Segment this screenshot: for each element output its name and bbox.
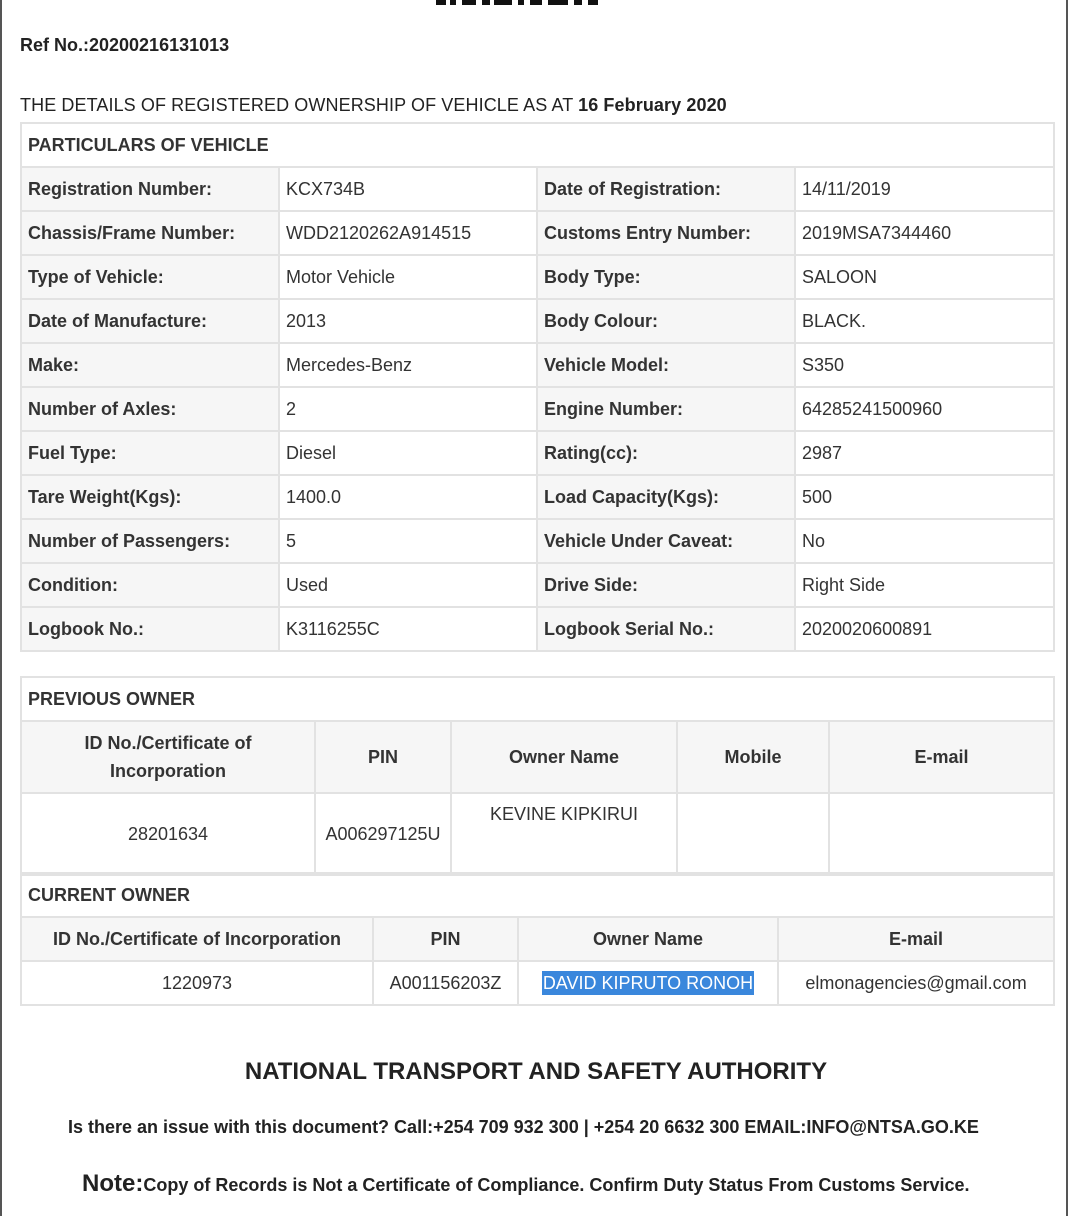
table-row [21, 299, 1054, 343]
field-label: Tare Weight(Kgs): [21, 475, 279, 519]
previous-owner-table [20, 676, 1055, 876]
field-label: Load Capacity(Kgs): [537, 475, 795, 519]
field-value: 5 [279, 519, 537, 563]
section-title-current-owner: CURRENT OWNER [21, 873, 1054, 917]
field-label: Engine Number: [537, 387, 795, 431]
field-label: Condition: [21, 563, 279, 607]
field-value: Diesel [279, 431, 537, 475]
field-label: Vehicle Under Caveat: [537, 519, 795, 563]
field-label: Body Colour: [537, 299, 795, 343]
reference-number: Ref No.:20200216131013 [20, 35, 230, 55]
table-row [21, 563, 1054, 607]
field-label: Logbook No.: [21, 607, 279, 651]
field-label: Registration Number: [21, 167, 279, 211]
table-row [21, 519, 1054, 563]
previous-owner-name: KEVINE KIPKIRUI [451, 793, 677, 875]
col-header-pin: PIN [373, 917, 518, 961]
note-text: Copy of Records is Not a Certificate of Compliance. Confirm Duty Status From Customs Service. [143, 1175, 970, 1195]
field-label: Number of Passengers: [21, 519, 279, 563]
table-row [21, 431, 1054, 475]
field-value: Right Side [795, 563, 1054, 607]
authority-title: NATIONAL TRANSPORT AND SAFETY AUTHORITY [244, 1058, 828, 1085]
table-row [21, 475, 1054, 519]
table-row [21, 387, 1054, 431]
field-value: 14/11/2019 [795, 167, 1054, 211]
field-value: 2 [279, 387, 537, 431]
table-row [21, 607, 1054, 651]
col-header-email: E-mail [829, 721, 1054, 793]
disclaimer-note [82, 1170, 969, 1198]
field-label: Number of Axles: [21, 387, 279, 431]
heading-date: 16 February 2020 [578, 95, 727, 115]
table-row [21, 343, 1054, 387]
field-label: Vehicle Model: [537, 343, 795, 387]
field-value: S350 [795, 343, 1054, 387]
col-header-pin: PIN [315, 721, 451, 793]
section-title-previous-owner: PREVIOUS OWNER [21, 677, 1054, 721]
field-value: 64285241500960 [795, 387, 1054, 431]
col-header-id: ID No./Certificate of Incorporation [21, 917, 373, 961]
table-row [21, 793, 1054, 875]
table-header-row [21, 917, 1054, 961]
note-label: Note: [82, 1170, 144, 1197]
field-label: Drive Side: [537, 563, 795, 607]
current-owner-table [20, 872, 1055, 1006]
col-header-owner-name: Owner Name [518, 917, 778, 961]
table-row [21, 211, 1054, 255]
field-label: Fuel Type: [21, 431, 279, 475]
section-header-row [21, 123, 1054, 167]
document-heading [20, 95, 727, 116]
field-value: 2020020600891 [795, 607, 1054, 651]
current-owner-email: elmonagencies@gmail.com [778, 961, 1054, 1005]
col-header-id: ID No./Certificate of Incorporation [21, 721, 315, 793]
table-row [21, 167, 1054, 211]
section-header-row [21, 677, 1054, 721]
previous-owner-email [829, 793, 1054, 875]
field-value: Mercedes-Benz [279, 343, 537, 387]
field-label: Logbook Serial No.: [537, 607, 795, 651]
qr-code-fragment [436, 0, 602, 7]
field-value: Motor Vehicle [279, 255, 537, 299]
previous-owner-mobile [677, 793, 829, 875]
field-value: 2987 [795, 431, 1054, 475]
current-owner-pin: A001156203Z [373, 961, 518, 1005]
table-row [21, 961, 1054, 1005]
field-value: 2019MSA7344460 [795, 211, 1054, 255]
col-header-mobile: Mobile [677, 721, 829, 793]
previous-owner-id: 28201634 [21, 793, 315, 875]
field-label: Body Type: [537, 255, 795, 299]
field-value: No [795, 519, 1054, 563]
col-header-owner-name: Owner Name [451, 721, 677, 793]
field-label: Chassis/Frame Number: [21, 211, 279, 255]
field-value: SALOON [795, 255, 1054, 299]
field-value: 500 [795, 475, 1054, 519]
current-owner-id: 1220973 [21, 961, 373, 1005]
table-header-row [21, 721, 1054, 793]
previous-owner-pin: A006297125U [315, 793, 451, 875]
field-value: KCX734B [279, 167, 537, 211]
field-label: Type of Vehicle: [21, 255, 279, 299]
col-header-email: E-mail [778, 917, 1054, 961]
field-value: 1400.0 [279, 475, 537, 519]
field-label: Make: [21, 343, 279, 387]
section-header-row [21, 873, 1054, 917]
issue-contact-line: Is there an issue with this document? Call:+254 709 932 300 | +254 20 6632 300 EMAIL:INFO@NTSA.GO.KE [68, 1117, 979, 1137]
section-title-vehicle: PARTICULARS OF VEHICLE [21, 123, 1054, 167]
table-row [21, 255, 1054, 299]
current-owner-name-cell[interactable] [518, 961, 778, 1005]
vehicle-particulars-table [20, 122, 1055, 652]
field-label: Date of Registration: [537, 167, 795, 211]
heading-text: THE DETAILS OF REGISTERED OWNERSHIP OF VEHICLE AS AT [20, 95, 579, 115]
field-label: Date of Manufacture: [21, 299, 279, 343]
current-owner-name-selected[interactable]: DAVID KIPRUTO RONOH [542, 972, 754, 993]
field-label: Rating(cc): [537, 431, 795, 475]
field-value: BLACK. [795, 299, 1054, 343]
field-value: WDD2120262A914515 [279, 211, 537, 255]
field-value: Used [279, 563, 537, 607]
field-value: 2013 [279, 299, 537, 343]
field-value: K3116255C [279, 607, 537, 651]
field-label: Customs Entry Number: [537, 211, 795, 255]
